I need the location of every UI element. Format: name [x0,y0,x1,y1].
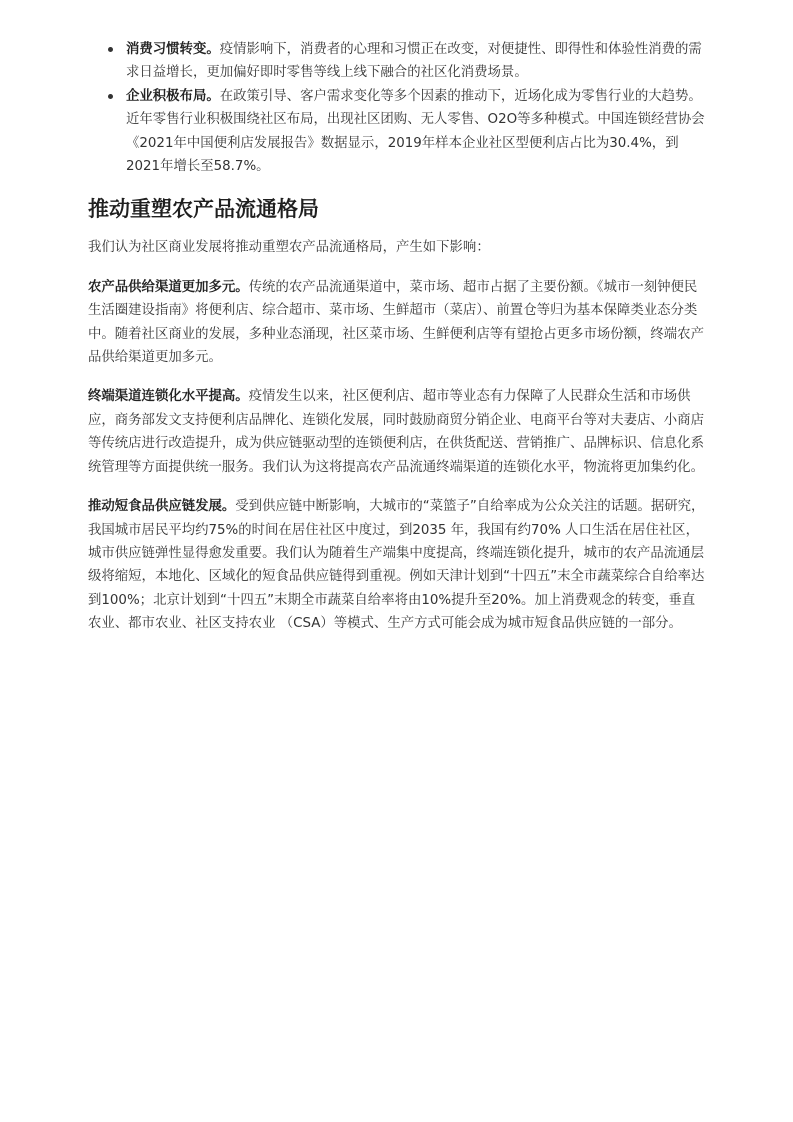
paragraph-text: 传统的农产品流通渠道中，菜市场、超市占据了主要份额。《城市一刻钟便民生活圈建设指南》将便利店、综合超市、菜市场、生鲜超市（菜店）、前置仓等归为基本保障类业态分类中。随着社区商业的发展，多种业态涌现，社区菜市场、生鲜便利店等有望抢占更多市场份额，终端农产品供给渠道更加多元。 [88,279,704,366]
paragraph [88,495,705,635]
paragraph-lead: 终端渠道连锁化水平提高。 [88,389,249,405]
list-item [126,85,705,179]
paragraph-lead: 推动短食品供应链发展。 [88,499,236,515]
list-item [126,38,705,85]
list-item-lead: 企业积极布局。 [126,88,220,104]
list-item-text: 疫情影响下，消费者的心理和习惯正在改变，对便捷性、即得性和体验性消费的需求日益增长，更加偏好即时零售等线上线下融合的社区化消费场景。 [126,42,702,81]
paragraph [88,276,705,370]
list-item-lead: 消费习惯转变。 [126,42,220,57]
section-intro: 我们认为社区商业发展将推动重塑农产品流通格局，产生如下影响： [88,240,490,256]
paragraph-lead: 农产品供给渠道更加多元。 [88,279,249,295]
list-item-text: 在政策引导、客户需求变化等多个因素的推动下，近场化成为零售行业的大趋势。近年零售行业积极围绕社区布局，出现社区团购、无人零售、O2O等多种模式。中国连锁经营协会《2021年中国便利店发展报告》数据显示，2019年样本企业社区型便利店占比为30.4%，到2021年增长至58.7%。 [126,88,705,175]
bullet-list [88,38,705,178]
paragraph-text: 疫情发生以来，社区便利店、超市等业态有力保障了人民群众生活和市场供应，商务部发文支持便利店品牌化、连锁化发展，同时鼓励商贸分销企业、电商平台等对夫妻店、小商店等传统店进行改造提升，成为供应链驱动型的连锁便利店，在供货配送、营销推广、品牌标识、信息化系统管理等方面提供统一服务。我们认为这将提高农产品流通终端渠道的连锁化水平，物流将更加集约化。 [88,389,704,475]
paragraph-text: 受到供应链中断影响，大城市的“菜篮子”自给率成为公众关注的话题。据研究，我国城市居民平均约75%的时间在居住社区中度过，到2035 年，我国有约70% 人口生活在居住社区，城市供应链弹性显得愈发重要。我们认为随着生产端集中度提高，终端连锁化提升，城市的农产品流通层级将缩短，本地化、区域化的短食品供应链得到重视。例如天津计划到“十四五”末全市蔬菜综合自给率达到100%；北京计划到“十四五”末期全市蔬菜自给率将由10%提升至20%。加上消费观念的转变，垂直农业、都市农业、社区支持农业 （CSA）等模式、生产方式可能会成为城市短食品供应链的一部分。 [88,499,705,632]
paragraph [88,385,705,479]
document-page [88,38,705,636]
section-heading: 推动重塑农产品流通格局 [88,197,319,222]
